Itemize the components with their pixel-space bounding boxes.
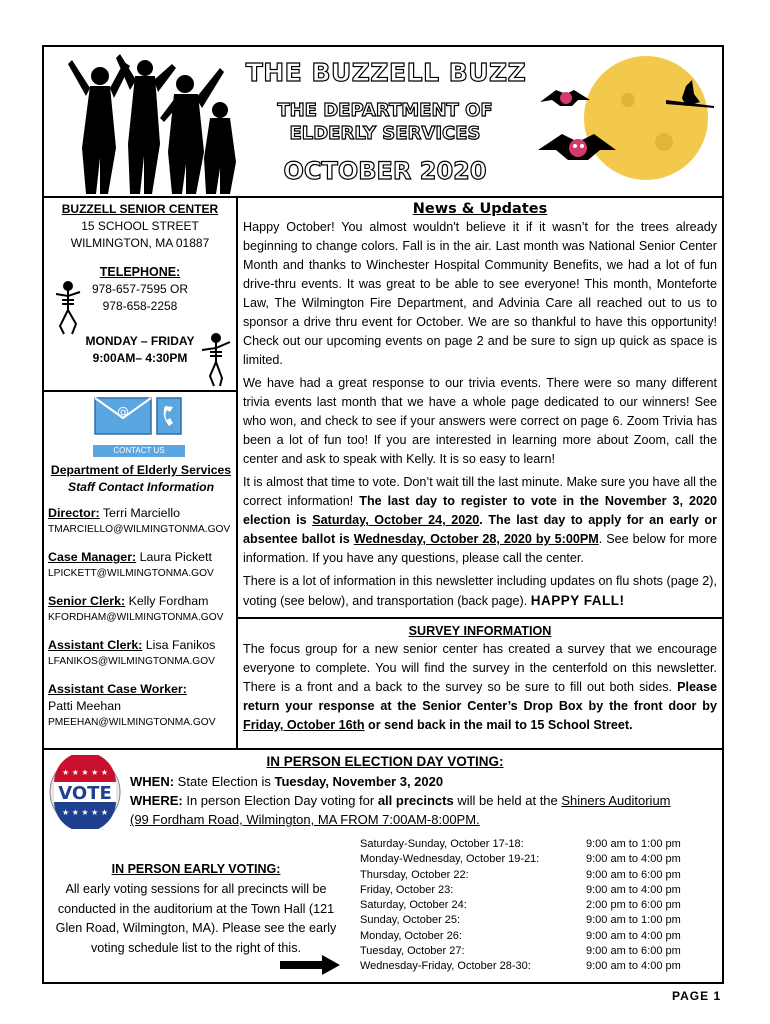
staff-entry	[48, 505, 236, 549]
staff-email[interactable]: KFORDHAM@WILMINGTONMA.GOV	[48, 612, 224, 623]
svg-text:★ ★ ★ ★ ★: ★ ★ ★ ★ ★	[61, 768, 109, 777]
vote-badge-icon	[48, 755, 122, 829]
schedule-day: Sunday, October 25:	[360, 914, 461, 927]
early-voting-text: All early voting sessions for all precincts will be conducted in the auditorium at the Town Hall (121 Glen Road, Wilmington, MA). Please see the early voting schedule list to the right of this.	[55, 882, 337, 955]
schedule-row	[360, 837, 681, 852]
center-street: 15 SCHOOL STREET	[81, 219, 199, 233]
schedule-time: 9:00 am to 4:00 pm	[586, 960, 681, 973]
news-survey-divider	[236, 617, 724, 619]
schedule-time: 9:00 am to 6:00 pm	[586, 868, 681, 881]
contact-us-graphic[interactable]	[93, 396, 185, 454]
center-city: WILMINGTON, MA 01887	[70, 236, 210, 250]
newsletter-title: THE BUZZELL BUZZ	[245, 58, 527, 87]
happy-fall-text: HAPPY FALL!	[530, 593, 625, 608]
center-name: BUZZELL SENIOR CENTER	[61, 202, 219, 216]
staff-email[interactable]: LPICKETT@WILMINGTONMA.GOV	[48, 568, 214, 579]
contact-envelope-icon	[93, 396, 185, 438]
staff-email[interactable]: TMARCIELLO@WILMINGTONMA.GOV	[48, 524, 231, 535]
where-line: WHERE: In person Election Day voting for all precincts will be held at the Shiners Auditorium	[130, 793, 671, 808]
schedule-time: 9:00 am to 6:00 pm	[586, 945, 681, 958]
schedule-time: 2:00 pm to 6:00 pm	[586, 899, 681, 912]
schedule-day: Monday, October 26:	[360, 929, 462, 942]
early-voting-heading: IN PERSON EARLY VOTING:	[111, 862, 281, 876]
schedule-time: 9:00 am to 1:00 pm	[586, 838, 681, 850]
survey-body: The focus group for a new senior center has created a survey that we encourage everyone to complete. You will find the survey in the centerfold on this newsletter. There is a front and a back to the survey so be sure to fill out both sides. Please return your response at the Senior Center’s Drop Box by the front door by Friday, October 16th or send back in the mail to 15 School Street.	[243, 642, 717, 732]
schedule-day: Thursday, October 22:	[360, 868, 469, 881]
staff-name: Lisa Fanikos	[142, 638, 216, 652]
schedule-day: Friday, October 23:	[360, 883, 454, 896]
where-address: (99 Fordham Road, Wilmington, MA FROM 7:00AM-8:00PM.	[130, 812, 480, 827]
schedule-time: 9:00 am to 4:00 pm	[586, 929, 681, 942]
schedule-time: 9:00 am to 4:00 pm	[586, 883, 681, 896]
staff-name: Laura Pickett	[136, 550, 212, 564]
telephone-label: TELEPHONE:	[99, 265, 181, 279]
svg-text:★ ★ ★ ★ ★: ★ ★ ★ ★ ★	[61, 808, 109, 817]
staff-role: Senior Clerk:	[48, 594, 126, 608]
staff-subheading: Staff Contact Information	[67, 480, 215, 494]
staff-role: Assistant Clerk:	[48, 638, 143, 652]
department-line-1: THE DEPARTMENT OF	[277, 100, 493, 121]
schedule-row	[360, 898, 681, 913]
issue-date: OCTOBER 2020	[283, 157, 487, 185]
schedule-row	[360, 913, 681, 928]
contact-us-label: CONTACT US	[93, 445, 185, 457]
department-line-2: ELDERLY SERVICES	[289, 123, 481, 144]
page-number: PAGE 1	[672, 989, 722, 1003]
skeleton-left-icon	[50, 280, 86, 336]
schedule-row	[360, 944, 681, 959]
staff-name: Kelly Fordham	[125, 594, 209, 608]
news-paragraph-2: We have had a great response to our trivia events. There were so many different trivia events last month that we have a whole page dedicated to our winners! See who won, and check to see if your answers were correct on page 6. Zoom Trivia has been a lot of fun too! If you are interested in learning more about Zoom, call the center and ask to speak with Kelly. It is so easy to learn!	[243, 376, 717, 466]
early-voting-schedule	[360, 837, 681, 975]
schedule-row	[360, 929, 681, 944]
election-day-heading: IN PERSON ELECTION DAY VOTING:	[266, 754, 504, 769]
when-line: WHEN: State Election is Tuesday, November 3, 2020	[130, 774, 444, 789]
survey-heading: SURVEY INFORMATION	[408, 624, 552, 638]
news-paragraph-1: Happy October! You almost wouldn't believe it if it wasn’t for the trees already beginning to change colors. Fall is in the air. Last month was National Senior Center Month and thanks to Winchester Hospital Community Benefits, we had a lot of fun drive-thru events. It was great to be able to see everyone! This month, Monteforte Law, The Wilmington Fire Department, and Advinia Care all reached out to us to sponsor a drive thru event for October. We are so thankful to have this opportunity! Check out our upcoming events on page 2 and be sure to sign up quick as space is limited.	[243, 220, 717, 367]
schedule-row	[360, 852, 681, 867]
hours-days: MONDAY – FRIDAY	[85, 334, 195, 348]
news-body	[243, 218, 717, 611]
schedule-row	[360, 883, 681, 898]
staff-role: Director:	[48, 506, 100, 520]
staff-entry	[48, 681, 236, 730]
svg-text:@: @	[117, 405, 129, 419]
schedule-row	[360, 868, 681, 883]
news-paragraph-4: There is a lot of information in this newsletter including updates on flu shots (page 2), voting (see below), and transportation (back page). HAPPY FALL!	[243, 574, 717, 608]
news-heading: News & Updates	[412, 201, 548, 217]
skeleton-right-icon	[198, 332, 234, 388]
schedule-day: Saturday-Sunday, October 17-18:	[360, 838, 524, 850]
telephone-1[interactable]: 978-657-7595 OR	[91, 282, 189, 296]
schedule-time: 9:00 am to 4:00 pm	[586, 853, 681, 866]
moon-witch-bats-icon	[536, 50, 722, 195]
schedule-day: Wednesday-Friday, October 28-30:	[360, 960, 531, 973]
vote-badge-text: VOTE	[58, 783, 112, 804]
hours-time: 9:00AM– 4:30PM	[92, 351, 188, 365]
staff-name: Patti Meehan	[48, 699, 122, 713]
staff-entry	[48, 549, 236, 593]
staff-role: Case Manager:	[48, 550, 137, 564]
schedule-day: Monday-Wednesday, October 19-21:	[360, 853, 540, 866]
halloween-silhouettes-icon	[60, 48, 240, 196]
staff-list	[48, 505, 236, 730]
news-paragraph-3: It is almost that time to vote. Don’t wait till the last minute. Make sure you have all the correct information! The last day to register to vote in the November 3, 2020 election is Saturday, October 24, 2020. The last day to apply for an early or absentee ballot is Wednesday, October 28, 2020 by 5:00PM. See below for more information. If you have any questions, please call the center.	[243, 475, 717, 565]
schedule-day: Tuesday, October 27:	[360, 945, 465, 958]
schedule-row	[360, 959, 681, 974]
staff-email[interactable]: PMEEHAN@WILMINGTONMA.GOV	[48, 717, 216, 728]
schedule-day: Saturday, October 24:	[360, 899, 467, 912]
telephone-2[interactable]: 978-658-2258	[102, 299, 178, 313]
dept-heading: Department of Elderly Services	[50, 463, 232, 477]
staff-entry	[48, 593, 236, 637]
schedule-time: 9:00 am to 1:00 pm	[586, 914, 681, 927]
staff-role: Assistant Case Worker:	[48, 682, 187, 696]
staff-entry	[48, 637, 236, 681]
arrow-right-icon	[278, 954, 342, 976]
staff-name: Terri Marciello	[99, 506, 180, 520]
staff-email[interactable]: LFANIKOS@WILMINGTONMA.GOV	[48, 656, 215, 667]
